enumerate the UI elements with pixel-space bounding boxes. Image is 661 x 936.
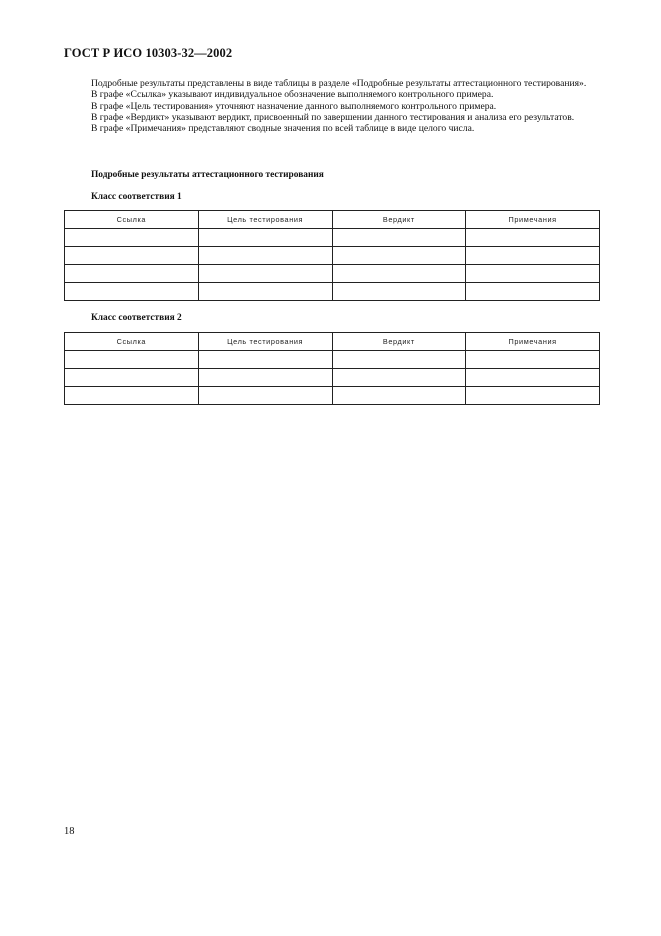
table-cell <box>198 247 332 265</box>
paragraph-purpose-column: В графе «Цель тестирования» уточняют назначение данного выполняемого контрольного примера. <box>91 100 497 112</box>
table-cell <box>65 351 199 369</box>
table-row <box>65 247 600 265</box>
table-cell <box>332 229 466 247</box>
table-cell <box>65 283 199 301</box>
table-cell <box>466 369 600 387</box>
table-cell <box>332 283 466 301</box>
table-cell <box>466 351 600 369</box>
column-header-reference: Ссылка <box>65 211 199 229</box>
table-cell <box>466 247 600 265</box>
body-text <box>64 78 600 134</box>
table-cell <box>198 387 332 405</box>
table-cell <box>198 265 332 283</box>
page-number: 18 <box>64 826 75 837</box>
table-row <box>65 265 600 283</box>
class1-title: Класс соответствия 1 <box>91 192 182 202</box>
table-cell <box>65 247 199 265</box>
table-header-row <box>65 211 600 229</box>
table-cell <box>466 229 600 247</box>
table-row <box>65 369 600 387</box>
table-cell <box>332 351 466 369</box>
table-header-row <box>65 333 600 351</box>
table-cell <box>65 387 199 405</box>
class1-table <box>64 210 600 301</box>
table-cell <box>65 369 199 387</box>
column-header-notes: Примечания <box>466 211 600 229</box>
document-header: ГОСТ Р ИСО 10303-32—2002 <box>64 46 233 60</box>
table-cell <box>466 387 600 405</box>
table-cell <box>198 229 332 247</box>
table-row <box>65 351 600 369</box>
table-row <box>65 229 600 247</box>
table-cell <box>332 265 466 283</box>
table-cell <box>466 265 600 283</box>
table-row <box>65 283 600 301</box>
table-cell <box>332 247 466 265</box>
table-cell <box>198 351 332 369</box>
paragraph-results-intro: Подробные результаты представлены в виде таблицы в разделе «Подробные результаты аттестационного тестирования». <box>91 78 587 89</box>
paragraph-notes-column: В графе «Примечания» представляют сводные значения по всей таблице в виде целого числа. <box>91 123 475 135</box>
table-row <box>65 387 600 405</box>
table-cell <box>332 369 466 387</box>
column-header-verdict: Вердикт <box>332 333 466 351</box>
table-cell <box>198 283 332 301</box>
table-cell <box>65 229 199 247</box>
section-title: Подробные результаты аттестационного тестирования <box>91 170 324 180</box>
column-header-reference: Ссылка <box>65 333 199 351</box>
paragraph-reference-column: В графе «Ссылка» указывают индивидуальное обозначение выполняемого контрольного примера. <box>91 89 494 101</box>
table-cell <box>65 265 199 283</box>
table-cell <box>332 387 466 405</box>
column-header-purpose: Цель тестирования <box>198 211 332 229</box>
table-cell <box>466 283 600 301</box>
column-header-purpose: Цель тестирования <box>198 333 332 351</box>
column-header-notes: Примечания <box>466 333 600 351</box>
class2-table <box>64 332 600 405</box>
paragraph-verdict-column: В графе «Вердикт» указывают вердикт, присвоенный по завершении данного тестирования и анализа его результатов. <box>91 111 575 123</box>
table-cell <box>198 369 332 387</box>
column-header-verdict: Вердикт <box>332 211 466 229</box>
class2-title: Класс соответствия 2 <box>91 313 182 323</box>
